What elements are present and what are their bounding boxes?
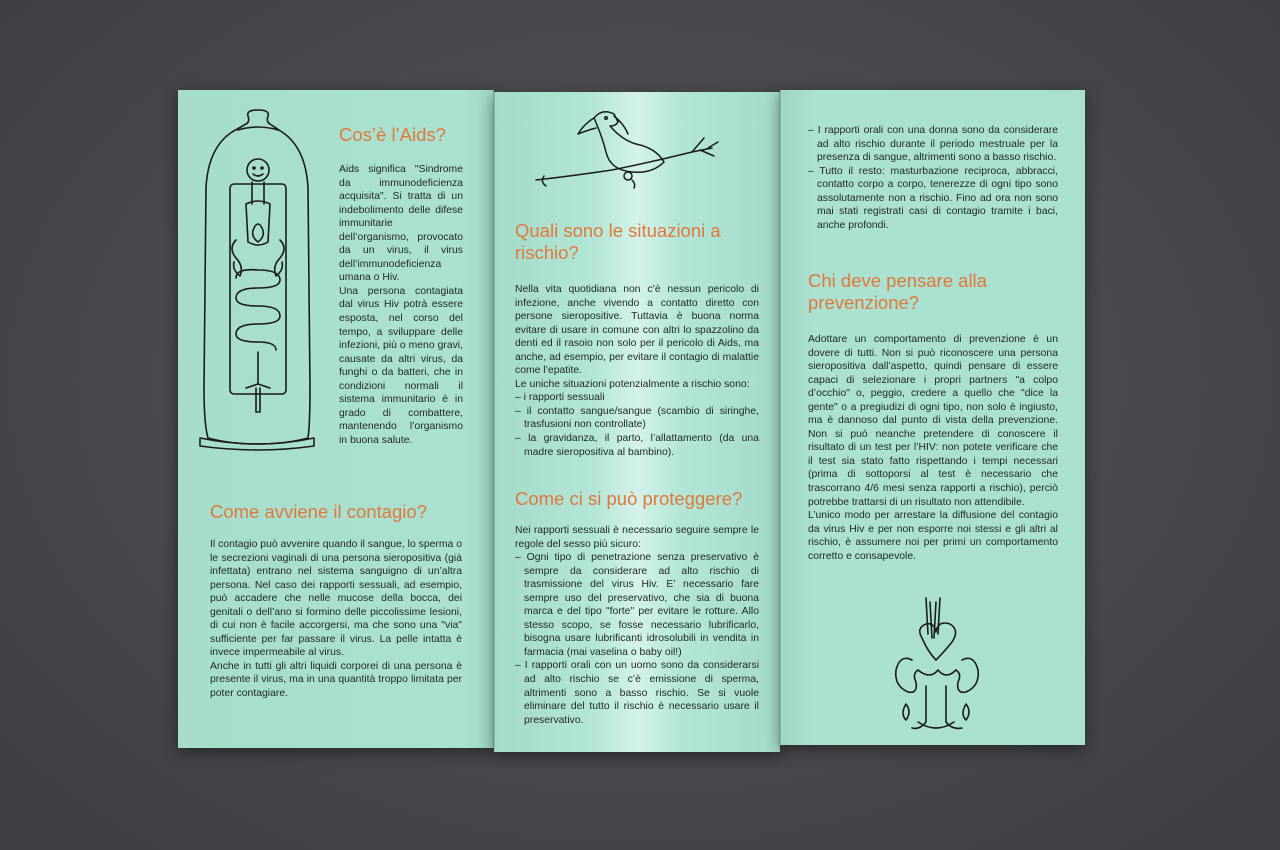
paragraph: Anche in tutti gli altri liquidi corporei di una persona è presente il virus, ma in una quantità troppo limitata per poter contagiare.	[210, 660, 462, 700]
list-item: – Tutto il resto: masturbazione reciproca, abbracci, contatto corpo a corpo, tenerezze di ogni tipo sono assolutamente non a rischio. Fino ad ora non sono mai stati registrati casi di contagio tramite i baci, anche profondi.	[808, 165, 1058, 233]
paragraph: Nei rapporti sessuali è necessario seguire sempre le regole del sesso più sicuro:	[515, 525, 759, 550]
middle-text-block-2	[515, 524, 759, 727]
safer-sex-list	[515, 551, 759, 727]
paragraph: Nella vita quotidiana non c’è nessun pericolo di infezione, anche vivendo a contatto diretto con persone sieropositive. Tuttavia è buona norma evitare di usare in comune con altri lo spazzolino da denti ed il rasoio non solo per il pericolo di Aids, ma anche, ad esempio, per evitare il contagio di malattie come l’epatite.	[515, 284, 759, 377]
left-text-block-1	[339, 163, 463, 447]
heading-chi-deve-pensare-prevenzione: Chi deve pensare alla prevenzione?	[808, 270, 987, 313]
organs-illustration	[882, 594, 992, 736]
paragraph: L’unico modo per arrestare la diffusione del contagio da virus Hiv e per non esporre noi stessi e gli altri al rischio, è assumere noi per primi un comportamento corretto e consapevole.	[808, 510, 1058, 562]
right-text-block-2	[808, 333, 1058, 563]
heading-come-proteggere: Come ci si può proteggere?	[515, 488, 743, 509]
heading-come-avviene-contagio: Come avviene il contagio?	[210, 501, 427, 522]
list-item: – la gravidanza, il parto, l’allattamento (da una madre sieropositiva al bambino).	[515, 432, 759, 459]
heading-cose-aids: Cos’è l’Aids?	[339, 124, 446, 145]
list-item: – il contatto sangue/sangue (scambio di siringhe, trasfusioni non controllate)	[515, 405, 759, 432]
paragraph: Aids significa "Sindrome da immunodeficienza acquisita". Si tratta di un indebolimento delle difese immunitarie dell’organismo, provocato da un virus, il virus dell’immunodeficienza umana o Hiv.	[339, 164, 463, 284]
middle-text-block-1	[515, 283, 759, 459]
bird-on-branch-illustration	[532, 104, 722, 190]
list-item: – i rapporti sessuali	[515, 391, 759, 405]
condom-body-illustration	[196, 108, 318, 453]
fold-line-left	[493, 90, 495, 750]
list-item: – I rapporti orali con un uomo sono da considerarsi ad alto rischio se c’è emissione di sperma, altrimenti sono a basso rischio. Se si vuole eliminare del tutto il rischio è necessario usare il preservativo.	[515, 659, 759, 727]
list-item: – Ogni tipo di penetrazione senza preservativo è sempre da considerare ad alto rischio di trasmissione del virus Hiv. E’ necessario fare sempre uso del preservativo, che sia di buona marca e del tipo "forte" per evitare le rotture. Allo stesso scopo, se fosse necessario lubrificarlo, bisogna usare lubrificanti idrosolubili in vendita in farmacia (mai vaselina o baby oil!)	[515, 551, 759, 659]
paragraph: Le uniche situazioni potenzialmente a rischio sono:	[515, 378, 750, 390]
list-item: – I rapporti orali con una donna sono da considerare ad alto rischio durante il periodo mestruale per la presenza di sangue, altrimenti sono a basso rischio.	[808, 124, 1058, 165]
heading-situazioni-rischio: Quali sono le situazioni a rischio?	[515, 220, 721, 263]
other-risks-list	[808, 124, 1058, 232]
paragraph: Il contagio può avvenire quando il sangue, lo sperma o le secrezioni vaginali di una persona sieropositiva (già infettata) entrano nel sistema sanguigno di un’altra persona. Nel caso dei rapporti sessuali, ad esempio, può accadere che nelle mucose della bocca, dei genitali o dell’ano si formino delle piccolissime lesioni, di cui non è facile accorgersi, ma che sono una "via" sufficiente per far passare il virus. La pelle intatta è invece impermeabile al virus.	[210, 539, 462, 659]
right-text-block-1	[808, 124, 1058, 232]
risk-situations-list	[515, 391, 759, 459]
left-text-block-2	[210, 538, 462, 701]
fold-line-right	[779, 90, 781, 750]
paragraph: Adottare un comportamento di prevenzione è un dovere di tutti. Non si può riconoscere una persona sieropositiva dall’aspetto, quindi pensare di essere capaci di selezionare i propri partners "a colpo d’occhio" o, peggio, credere a quello che "dice la gente" o a pregiudizi di ogni tipo, non solo è ingiusto, ma è dannoso dal punto di vista della prevenzione. Non si può neanche pretendere di conoscere il risultato di un test per l’HIV: non potete verificare che il test sia stato fatto rispettando i tempi necessari (prima di sottoporsi al test è necessario che trascorrano 4/6 mesi senza rapporti a rischio), perciò potrebbe trattarsi di un risultato non attendibile.	[808, 334, 1058, 508]
paragraph: Una persona contagiata dal virus Hiv potrà essere esposta, nel corso del tempo, a sviluppare delle infezioni, più o meno gravi, causate da altri virus, da funghi o da batteri, che in condizioni normali il sistema immunitario è in grado di combattere, mantenendo l’organismo in buona salute.	[339, 285, 463, 446]
